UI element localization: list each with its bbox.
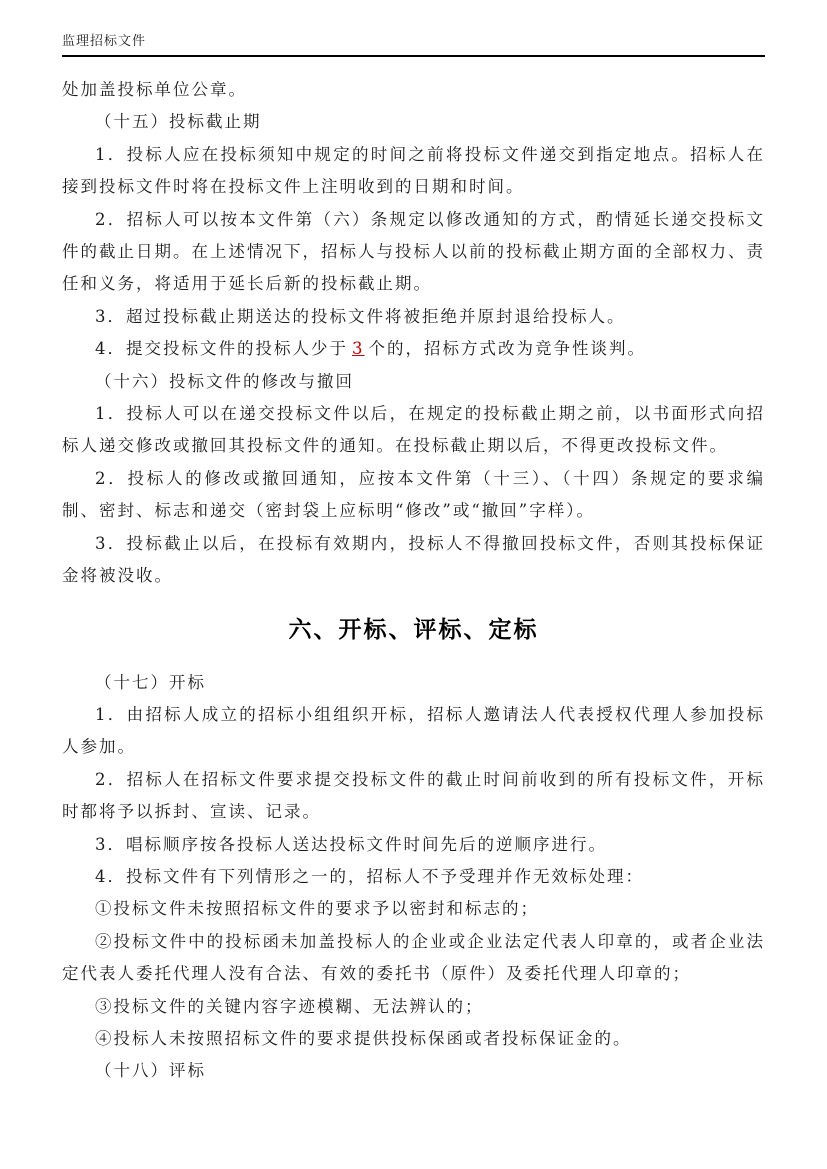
paragraph: 2．招标人可以按本文件第（六）条规定以修改通知的方式，酌情延长递交投标文件的截止日期。在上述情况下，招标人与投标人以前的投标截止期方面的全部权力、责任和义务，将适用于延长后新的投标截止期。 (62, 209, 765, 294)
paragraph: 3．投标截止以后，在投标有效期内，投标人不得撤回投标文件，否则其投标保证金将被没收。 (62, 533, 765, 586)
clause-heading-17: （十七）开标 (95, 672, 206, 692)
clause-heading-18: （十八）评标 (95, 1061, 206, 1081)
list-item-circled-4: ④投标人未按照招标文件的要求提供投标保函或者投标保证金的。 (95, 1028, 632, 1048)
paragraph: 1．投标人可以在递交投标文件以后，在规定的投标截止期之前，以书面形式向招标人递交修改或撤回其投标文件的通知。在投标截止期以后，不得更改投标文件。 (62, 404, 765, 456)
paragraph: 3．唱标顺序按各投标人送达投标文件时间先后的逆顺序进行。 (95, 834, 607, 854)
document-title-running-head: 监理招标文件 (62, 34, 147, 49)
list-item-circled-3: ③投标文件的关键内容字迹模糊、无法辨认的； (95, 996, 484, 1016)
list-item-circled-2: ②投标文件中的投标函未加盖投标人的企业或企业法定代表人印章的，或者企业法定代表人委托代理人没有合法、有效的委托书（原件）及委托代理人印章的； (62, 931, 765, 984)
document-body (62, 74, 765, 1088)
clause-heading-15: （十五）投标截止期 (95, 112, 262, 132)
paragraph: 2．投标人的修改或撤回通知，应按本文件第（十三）、（十四）条规定的要求编制、密封、标志和递交（密封袋上应标明“修改”或“撤回”字样）。 (62, 468, 765, 521)
paragraph: 2．招标人在招标文件要求提交投标文件的截止时间前收到的所有投标文件，开标时都将予以拆封、宣读、记录。 (62, 769, 765, 822)
paragraph: 3．超过投标截止期送达的投标文件将被拒绝并原封退给投标人。 (95, 306, 626, 326)
highlighted-number: 3 (352, 339, 365, 359)
text-before-highlight: 4．提交投标文件的投标人少于 (95, 339, 348, 359)
list-item-circled-1: ①投标文件未按照招标文件的要求予以密封和标志的； (95, 899, 539, 919)
paragraph: 处加盖投标单位公章。 (62, 80, 247, 99)
paragraph: 1．由招标人成立的招标小组组织开标，招标人邀请法人代表授权代理人参加投标人参加。 (62, 704, 765, 757)
page-header (62, 34, 765, 57)
paragraph: 4．投标文件有下列情形之一的，招标人不予受理并作无效标处理： (95, 866, 644, 886)
paragraph: 1．投标人应在投标须知中规定的时间之前将投标文件递交到指定地点。招标人在接到投标文件时将在投标文件上注明收到的日期和时间。 (62, 144, 765, 197)
section-heading: 六、开标、评标、定标 (288, 616, 539, 643)
text-after-highlight: 个的，招标方式改为竞争性谈判。 (368, 339, 646, 359)
paragraph-with-highlight (62, 333, 765, 365)
clause-heading-16: （十六）投标文件的修改与撤回 (95, 371, 354, 391)
